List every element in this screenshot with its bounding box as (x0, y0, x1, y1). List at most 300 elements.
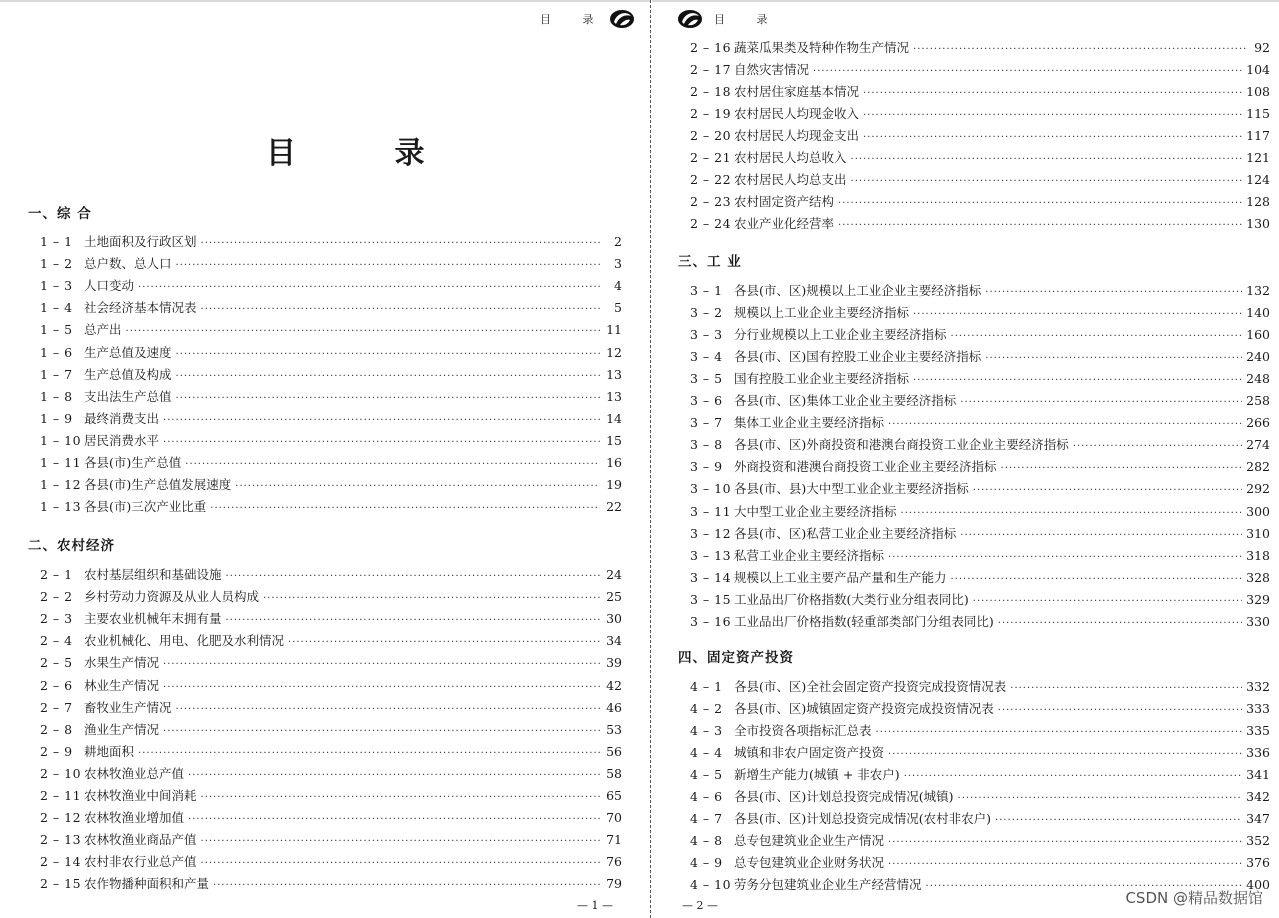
page-number-footer: — 1 — (577, 899, 613, 912)
toc-entry-number: 3 – 7 (690, 415, 723, 431)
dot-leader (951, 327, 1243, 347)
toc-entry[interactable] (40, 742, 622, 762)
toc-entry-number: 2 – 15 (40, 876, 82, 892)
dot-leader (985, 283, 1242, 303)
toc-entry-title: 农村居民人均现金收入 (734, 106, 860, 122)
dot-leader (226, 611, 600, 631)
toc-entry-number: 2 – 5 (40, 655, 73, 671)
toc-entry-page: 34 (606, 633, 622, 649)
dot-leader (951, 570, 1243, 590)
toc-entry-title: 社会经济基本情况表 (84, 300, 197, 316)
dot-leader (126, 322, 600, 342)
toc-entry-title: 居民消费水平 (84, 432, 160, 448)
toc-entry-number: 1 – 8 (40, 388, 73, 404)
toc-entry-number: 1 – 3 (40, 278, 73, 294)
dot-leader (998, 614, 1242, 634)
dot-leader (973, 481, 1242, 501)
toc-entry-title: 工业品出厂价格指数(轻重部类部门分组表同比) (734, 613, 994, 629)
toc-entry-number: 2 – 17 (690, 62, 732, 78)
toc-entry-title: 集体工业企业主要经济指标 (734, 415, 885, 431)
dot-leader (973, 592, 1242, 612)
toc-entry-number: 1 – 5 (40, 322, 73, 338)
toc-entry-page: 121 (1246, 150, 1270, 166)
toc-entry-title: 农村居住家庭基本情况 (734, 84, 860, 100)
toc-entry[interactable] (40, 720, 622, 740)
toc-entry-number: 1 – 6 (40, 344, 73, 360)
toc-entry[interactable] (40, 676, 622, 696)
toc-entry[interactable] (690, 104, 1270, 124)
toc-entry[interactable] (40, 453, 622, 473)
dot-leader (998, 701, 1242, 721)
dot-leader (263, 589, 600, 609)
toc-entry[interactable] (690, 126, 1270, 146)
toc-entry[interactable] (40, 254, 622, 274)
toc-entry[interactable] (690, 853, 1270, 873)
toc-entry[interactable] (40, 409, 622, 429)
dot-leader (185, 455, 600, 475)
toc-entry[interactable] (40, 764, 622, 784)
toc-entry-title: 自然灾害情况 (734, 62, 810, 78)
toc-entry-page: 4 (614, 278, 622, 294)
toc-entry[interactable] (40, 874, 622, 894)
dot-leader (888, 745, 1242, 765)
toc-entry[interactable] (40, 475, 622, 495)
dot-leader (163, 722, 600, 742)
toc-entry-page: 42 (606, 677, 622, 693)
toc-entry-page: 132 (1246, 283, 1270, 298)
toc-entry-number: 2 – 18 (690, 84, 732, 100)
running-header-text: 目 录 (714, 13, 782, 26)
toc-entry-title: 农林牧渔业中间消耗 (84, 788, 197, 803)
dot-leader (888, 833, 1242, 853)
dot-leader (960, 526, 1242, 546)
dot-leader (163, 655, 600, 675)
toc-entry[interactable] (690, 831, 1270, 851)
toc-entry-page: 58 (606, 765, 622, 781)
toc-entry-page: 329 (1246, 591, 1270, 607)
toc-entry-number: 2 – 13 (40, 832, 82, 848)
toc-entry-page: 71 (606, 832, 622, 848)
toc-entry-page: 76 (606, 854, 622, 870)
toc-entry-page: 12 (606, 344, 622, 360)
toc-entry-title: 城镇和非农户固定资产投资 (734, 745, 885, 761)
toc-entry-number: 2 – 12 (40, 810, 82, 826)
toc-entry-title: 国有控股工业企业主要经济指标 (734, 371, 910, 387)
toc-entry-number: 3 – 11 (690, 503, 732, 519)
toc-entry-title: 农作物播种面积和产量 (84, 876, 210, 892)
toc-entry-title: 农林牧渔业商品产值 (84, 832, 197, 848)
dot-leader (960, 393, 1242, 413)
dot-leader (1073, 437, 1242, 457)
toc-entry-number: 3 – 1 (690, 283, 723, 298)
dot-leader (176, 700, 600, 720)
toc-entry-page: 65 (606, 788, 622, 803)
watermark: CSDN @精品数据馆 (1125, 889, 1263, 907)
dot-leader (863, 128, 1242, 148)
toc-entry-title: 总专包建筑业企业财务状况 (734, 855, 885, 871)
toc-entry-page: 3 (614, 256, 622, 272)
toc-entry-page: 124 (1246, 172, 1270, 188)
toc-entry-title: 各县(市、区)计划总投资完成情况(农村非农户) (734, 811, 992, 827)
toc-entry-page: 328 (1246, 569, 1270, 585)
toc-entry[interactable] (690, 546, 1270, 566)
section-heading: 四、固定资产投资 (678, 650, 794, 666)
toc-entry[interactable] (690, 413, 1270, 433)
section-heading: 三、工 业 (678, 254, 742, 270)
toc-entry-page: 22 (606, 499, 622, 515)
dot-leader (863, 106, 1242, 126)
dot-leader (138, 744, 600, 764)
toc-entry[interactable] (690, 82, 1270, 102)
dot-leader (188, 766, 600, 786)
toc-entry-number: 4 – 10 (690, 877, 732, 893)
toc-entry-number: 2 – 6 (40, 677, 73, 693)
toc-entry-number: 3 – 4 (690, 349, 723, 365)
toc-entry-title: 各县(市、区)城镇固定资产投资完成投资情况表 (734, 701, 994, 717)
toc-entry-number: 2 – 16 (690, 40, 732, 55)
toc-entry[interactable] (690, 721, 1270, 741)
toc-entry-number: 3 – 15 (690, 591, 732, 607)
dot-leader (958, 789, 1243, 809)
dot-leader (901, 504, 1243, 524)
toc-entry-number: 3 – 2 (690, 305, 723, 321)
toc-entry[interactable] (690, 765, 1270, 785)
toc-entry[interactable] (40, 587, 622, 607)
toc-entry-number: 2 – 14 (40, 854, 82, 870)
toc-entry-page: 248 (1246, 371, 1270, 387)
toc-entry-page: 14 (606, 410, 622, 426)
toc-entry-number: 2 – 19 (690, 106, 732, 122)
dot-leader (985, 349, 1242, 369)
dot-leader (201, 300, 600, 320)
dot-leader (863, 84, 1242, 104)
dot-leader (913, 40, 1248, 60)
toc-entry-page: 310 (1246, 525, 1270, 541)
dot-leader (851, 172, 1243, 192)
toc-entry[interactable] (690, 590, 1270, 610)
page-title: 目 录 (266, 136, 469, 171)
publisher-logo-icon (676, 8, 704, 30)
toc-entry-title: 外商投资和港澳台商投资工业企业主要经济指标 (734, 459, 997, 475)
toc-entry-number: 2 – 24 (690, 216, 732, 232)
toc-entry-title: 主要农业机械年末拥有量 (84, 611, 222, 627)
toc-entry-title: 大中型工业企业主要经济指标 (734, 503, 897, 519)
toc-entry[interactable] (690, 303, 1270, 323)
toc-entry-page: 335 (1246, 723, 1270, 739)
toc-entry[interactable] (690, 677, 1270, 697)
toc-entry-title: 人口变动 (84, 278, 135, 294)
toc-entry-page: 376 (1246, 855, 1270, 871)
toc-entry-number: 4 – 4 (690, 745, 723, 761)
toc-entry-page: 352 (1246, 833, 1270, 849)
toc-entry-title: 私营工业企业主要经济指标 (734, 547, 885, 563)
toc-entry[interactable] (40, 387, 622, 407)
toc-entry-title: 全市投资各项指标汇总表 (734, 723, 872, 739)
toc-entry[interactable] (40, 232, 622, 252)
toc-entry-page: 240 (1246, 349, 1270, 365)
toc-entry-title: 生产总值及速度 (84, 344, 172, 360)
toc-entry[interactable] (40, 365, 622, 385)
toc-entry[interactable] (690, 524, 1270, 544)
dot-leader (176, 256, 600, 276)
toc-entry-number: 4 – 7 (690, 811, 723, 827)
toc-entry-page: 53 (606, 721, 622, 737)
toc-entry-page: 258 (1246, 393, 1270, 409)
toc-entry-title: 各县(市、区)集体工业企业主要经济指标 (734, 393, 957, 409)
toc-entry-title: 最终消费支出 (84, 410, 160, 426)
toc-entry-number: 1 – 2 (40, 256, 73, 272)
toc-entry-page: 342 (1246, 789, 1270, 805)
dot-leader (226, 567, 600, 587)
toc-entry-page: 25 (606, 589, 622, 605)
toc-entry[interactable] (690, 192, 1270, 212)
dot-leader (888, 548, 1242, 568)
toc-entry-page: 115 (1246, 106, 1270, 122)
running-header-text: 目 录 (540, 13, 608, 26)
toc-entry[interactable] (690, 369, 1270, 389)
toc-entry-page: 11 (606, 322, 622, 338)
dot-leader (163, 433, 600, 453)
toc-entry-page: 13 (606, 388, 622, 404)
toc-entry[interactable] (40, 786, 622, 806)
dot-leader (163, 411, 600, 431)
toc-entry-number: 4 – 9 (690, 855, 723, 871)
toc-entry[interactable] (690, 787, 1270, 807)
toc-entry-title: 支出法生产总值 (84, 388, 172, 404)
toc-entry-number: 4 – 1 (690, 679, 723, 694)
toc-entry-number: 1 – 10 (40, 432, 82, 448)
dot-leader (188, 810, 600, 830)
dot-leader (176, 345, 600, 365)
toc-entry-page: 341 (1246, 767, 1270, 783)
toc-entry[interactable] (40, 609, 622, 629)
toc-entry[interactable] (40, 852, 622, 872)
toc-entry[interactable] (690, 809, 1270, 829)
toc-entry-title: 各县(市)生产总值 (84, 455, 182, 470)
toc-entry-page: 117 (1246, 128, 1270, 144)
toc-entry[interactable] (40, 497, 622, 517)
toc-entry[interactable] (690, 457, 1270, 477)
toc-entry-title: 畜牧业生产情况 (84, 699, 172, 715)
toc-entry-page: 39 (606, 655, 622, 671)
toc-entry-title: 规模以上工业主要产品产量和生产能力 (734, 569, 947, 585)
toc-entry-title: 耕地面积 (84, 743, 135, 759)
toc-entry-number: 2 – 7 (40, 699, 73, 715)
toc-entry[interactable] (40, 631, 622, 651)
toc-entry-page: 274 (1246, 437, 1270, 453)
toc-entry-title: 生产总值及构成 (84, 366, 172, 382)
toc-entry-title: 各县(市、区)全社会固定资产投资完成投资情况表 (734, 679, 1007, 694)
toc-entry-number: 4 – 6 (690, 789, 723, 805)
toc-entry-page: 92 (1254, 40, 1270, 55)
toc-entry-page: 160 (1246, 327, 1270, 343)
page-divider (650, 0, 651, 918)
toc-entry[interactable] (690, 391, 1270, 411)
toc-entry[interactable] (690, 479, 1270, 499)
toc-entry-number: 2 – 23 (690, 194, 732, 210)
toc-entry-page: 332 (1246, 679, 1270, 694)
toc-entry[interactable] (690, 325, 1270, 345)
dot-leader (210, 499, 600, 519)
toc-entry[interactable] (40, 698, 622, 718)
toc-entry-title: 土地面积及行政区划 (84, 234, 197, 249)
toc-entry[interactable] (40, 830, 622, 850)
toc-entry-page: 330 (1246, 613, 1270, 629)
dot-leader (1001, 459, 1243, 479)
toc-entry-title: 乡村劳动力资源及从业人员构成 (84, 589, 260, 605)
toc-entry-number: 2 – 21 (690, 150, 732, 166)
toc-entry[interactable] (690, 281, 1270, 301)
dot-leader (888, 855, 1242, 875)
toc-entry-title: 各县(市、区)外商投资和港澳台商投资工业企业主要经济指标 (734, 437, 1069, 453)
dot-leader (201, 788, 600, 808)
toc-entry-page: 140 (1246, 305, 1270, 321)
toc-entry-page: 300 (1246, 503, 1270, 519)
toc-entry[interactable] (690, 743, 1270, 763)
toc-entry-number: 3 – 6 (690, 393, 723, 409)
dot-leader (913, 305, 1242, 325)
toc-entry-page: 292 (1246, 481, 1270, 497)
toc-entry-title: 蔬菜瓜果类及特种作物生产情况 (734, 40, 910, 55)
top-border (652, 0, 1279, 2)
section-heading: 一、综 合 (28, 206, 92, 222)
toc-entry-title: 农村非农行业总产值 (84, 854, 197, 870)
toc-entry-number: 2 – 4 (40, 633, 73, 649)
toc-entry[interactable] (690, 347, 1270, 367)
toc-entry-number: 4 – 5 (690, 767, 723, 783)
toc-entry[interactable] (690, 214, 1270, 234)
toc-entry[interactable] (40, 565, 622, 585)
toc-entry-number: 2 – 2 (40, 589, 73, 605)
toc-entry-title: 各县(市、区)计划总投资完成情况(城镇) (734, 789, 954, 805)
toc-entry-page: 282 (1246, 459, 1270, 475)
toc-entry[interactable] (40, 431, 622, 451)
toc-entry-number: 3 – 10 (690, 481, 732, 497)
toc-entry-number: 3 – 5 (690, 371, 723, 387)
dot-leader (876, 723, 1243, 743)
toc-entry-page: 15 (606, 432, 622, 448)
toc-entry-page: 30 (606, 611, 622, 627)
toc-entry-number: 2 – 9 (40, 743, 73, 759)
toc-entry-page: 2 (614, 234, 622, 249)
toc-entry-page: 70 (606, 810, 622, 826)
toc-entry[interactable] (40, 320, 622, 340)
toc-entry-title: 农业机械化、用电、化肥及水利情况 (84, 633, 285, 649)
toc-entry[interactable] (690, 170, 1270, 190)
toc-entry-title: 林业生产情况 (84, 677, 160, 693)
dot-leader (1010, 679, 1242, 699)
toc-entry-page: 104 (1246, 62, 1270, 78)
dot-leader (851, 150, 1243, 170)
toc-entry[interactable] (40, 808, 622, 828)
toc-entry-title: 农村居民人均总收入 (734, 150, 847, 166)
dot-leader (138, 278, 600, 298)
toc-entry-title: 农业产业化经营率 (734, 216, 835, 232)
dot-leader (904, 767, 1242, 787)
toc-entry-title: 各县(市)三次产业比重 (84, 499, 207, 515)
toc-entry-page: 347 (1246, 811, 1270, 827)
toc-entry-page: 266 (1246, 415, 1270, 431)
toc-entry-number: 1 – 9 (40, 410, 73, 426)
toc-entry-number: 2 – 20 (690, 128, 732, 144)
section-heading: 二、农村经济 (28, 538, 115, 554)
toc-entry-page: 336 (1246, 745, 1270, 761)
toc-entry-number: 3 – 16 (690, 613, 732, 629)
toc-entry-number: 2 – 3 (40, 611, 73, 627)
toc-entry-title: 农林牧渔业总产值 (84, 765, 185, 781)
toc-entry-number: 3 – 9 (690, 459, 723, 475)
toc-entry-page: 46 (606, 699, 622, 715)
toc-entry-number: 2 – 22 (690, 172, 732, 188)
toc-entry-number: 1 – 4 (40, 300, 73, 316)
toc-entry-number: 1 – 11 (40, 455, 82, 470)
toc-entry-page: 5 (614, 300, 622, 316)
toc-entry-title: 工业品出厂价格指数(大类行业分组表同比) (734, 591, 969, 607)
toc-entry-number: 3 – 8 (690, 437, 723, 453)
dot-leader (201, 234, 600, 254)
toc-entry-number: 3 – 13 (690, 547, 732, 563)
toc-entry-number: 1 – 12 (40, 477, 82, 493)
toc-entry-title: 农村基层组织和基础设施 (84, 567, 222, 582)
toc-entry-page: 13 (606, 366, 622, 382)
toc-entry-title: 农村居民人均现金支出 (734, 128, 860, 144)
toc-entry-number: 3 – 12 (690, 525, 732, 541)
dot-leader (995, 811, 1242, 831)
dot-leader (176, 389, 600, 409)
toc-entry[interactable] (40, 298, 622, 318)
dot-leader (163, 678, 600, 698)
toc-entry[interactable] (690, 502, 1270, 522)
toc-entry[interactable] (690, 699, 1270, 719)
toc-entry-title: 总专包建筑业企业生产情况 (734, 833, 885, 849)
toc-entry-number: 3 – 3 (690, 327, 723, 343)
dot-leader (201, 832, 600, 852)
dot-leader (838, 216, 1242, 236)
toc-entry-page: 400 (1246, 877, 1270, 893)
toc-entry[interactable] (40, 276, 622, 296)
toc-entry[interactable] (40, 653, 622, 673)
toc-entry-title: 农村居民人均总支出 (734, 172, 847, 188)
toc-entry[interactable] (690, 60, 1270, 80)
toc-entry[interactable] (690, 568, 1270, 588)
toc-entry[interactable] (690, 38, 1270, 58)
toc-entry[interactable] (690, 148, 1270, 168)
page-number-footer: — 2 — (682, 899, 718, 912)
dot-leader (913, 371, 1242, 391)
dot-leader (213, 876, 600, 896)
right-page (652, 0, 1279, 918)
publisher-logo-icon (608, 8, 636, 30)
toc-entry-page: 56 (606, 743, 622, 759)
toc-entry[interactable] (690, 612, 1270, 632)
dot-leader (888, 415, 1242, 435)
right-running-header (676, 8, 782, 30)
toc-entry-number: 4 – 2 (690, 701, 723, 717)
toc-entry-number: 2 – 8 (40, 721, 73, 737)
toc-entry-title: 分行业规模以上工业企业主要经济指标 (734, 327, 947, 343)
toc-entry-page: 19 (606, 477, 622, 493)
toc-entry[interactable] (40, 343, 622, 363)
top-border (0, 0, 650, 2)
toc-entry[interactable] (690, 435, 1270, 455)
toc-entry-number: 4 – 3 (690, 723, 723, 739)
toc-entry-title: 各县(市、区)国有控股工业企业主要经济指标 (734, 349, 982, 365)
toc-entry-page: 79 (606, 876, 622, 892)
toc-entry-page: 108 (1246, 84, 1270, 100)
toc-entry-number: 1 – 1 (40, 234, 73, 249)
toc-entry-number: 4 – 8 (690, 833, 723, 849)
toc-entry-title: 各县(市)生产总值发展速度 (84, 477, 232, 493)
